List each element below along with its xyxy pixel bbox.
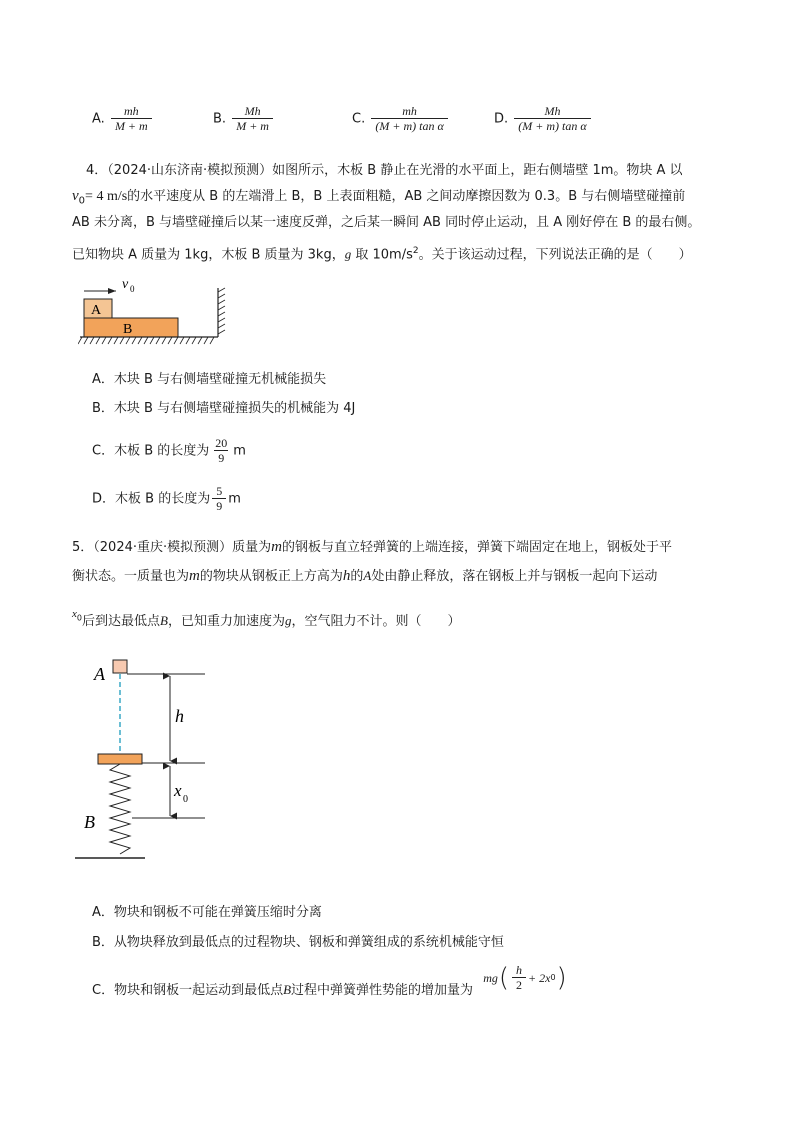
q5-line-3: $x_0$后到达最低点B，已知重力加速度为g，空气阻力不计。则（ ） <box>72 608 461 629</box>
q5-option-c: C．物块和钢板一起运动到最低点B过程中弹簧弹性势能的增加量为 mg ( $\frac{h}{2}$ + 2x 0 ) <box>92 963 567 998</box>
energy-expression: mg ( $\frac{h}{2}$ + 2x 0 ) <box>483 963 567 993</box>
q4-block-board-figure <box>78 274 238 354</box>
q3-option-c <box>352 104 450 134</box>
falling-block <box>113 660 127 673</box>
option-letter: C. <box>352 111 366 127</box>
q4-line-3: AB 未分离，B 与墙壁碰撞后以某一速度反弹，之后某一瞬间 AB 同时停止运动，且 A 刚好停在 B 的最右侧。 <box>72 215 701 230</box>
velocity-label: v <box>122 277 129 292</box>
q3-option-b <box>213 104 275 134</box>
question-number: 4． <box>86 163 108 178</box>
q3-option-d <box>494 104 593 134</box>
q4-line-4: 已知物块 A 质量为 1kg，木板 B 质量为 3kg，g 取 $10m/s^2$。关于该运动过程，下列说法正确的是（ ） <box>72 246 692 263</box>
q5-spring-plate-figure <box>70 650 220 870</box>
svg-text:A: A <box>91 303 102 318</box>
length-fraction: $\frac{5}{9}$ <box>212 484 226 514</box>
height-label: h <box>175 706 184 726</box>
svg-text:B: B <box>123 322 133 337</box>
q4-line-2: $v_0= 4$ m/s的水平速度从 B 的左端滑上 B，B 上表面粗糙，AB 之间动摩擦因数为 0.3。B 与右侧墙壁碰撞前 <box>72 188 686 207</box>
option-fraction: $\frac{mh}{\text{(M + m) tan α}}$ <box>371 104 447 134</box>
q4-line-1: 4．（2024·山东济南·模拟预测）如图所示，木板 B 静止在光滑的水平面上，距右侧墙壁 1m。物块 A 以 <box>86 163 683 178</box>
q5-line-1: 5．（2024·重庆·模拟预测）质量为m的钢板与直立轻弹簧的上端连接，弹簧下端固定在地上，钢板处于平 <box>72 539 673 555</box>
q4-option-c: C．木板 B 的长度为 $\frac{20}{9}$ m <box>92 436 246 465</box>
option-fraction: $\frac{mh}{M + m}$ <box>111 104 152 134</box>
point-b-label: B <box>84 812 95 832</box>
ground-hatch <box>78 337 214 344</box>
q5-line-2: 衡状态。一质量也为m的物块从钢板正上方高为h的A处由静止释放，落在钢板上并与钢板一起向下运动 <box>72 568 658 584</box>
point-a-label: A <box>94 664 105 684</box>
svg-text:0: 0 <box>130 284 135 294</box>
steel-plate <box>98 754 142 764</box>
question-source: （2024·重庆·模拟预测） <box>93 540 233 555</box>
q3-option-a <box>92 104 154 134</box>
option-letter: D. <box>494 111 509 127</box>
length-fraction: $\frac{20}{9}$ <box>215 436 228 465</box>
option-fraction: $\frac{Mh}{M + m}$ <box>232 104 273 134</box>
q4-option-d: D．木板 B 的长度为 $\frac{5}{9}$ m <box>92 484 241 513</box>
question-number: 5． <box>72 540 94 555</box>
spring <box>110 764 130 854</box>
q4-option-a: A．木块 B 与右侧墙壁碰撞无机械能损失 <box>92 372 327 387</box>
option-fraction: $\frac{Mh}{\text{(M + m) tan α}}$ <box>514 104 590 134</box>
question-source: （2024·山东济南·模拟预测） <box>107 163 273 178</box>
compression-label: x <box>174 781 182 800</box>
q5-option-a: A．物块和钢板不可能在弹簧压缩时分离 <box>92 905 322 920</box>
option-letter: B. <box>213 111 227 127</box>
q4-option-b: B．木块 B 与右侧墙壁碰撞损失的机械能为 4J <box>92 401 356 416</box>
wall-hatch <box>218 288 225 334</box>
option-letter: A. <box>92 111 105 127</box>
svg-text:0: 0 <box>183 794 188 805</box>
q5-option-b: B．从物块释放到最低点的过程物块、钢板和弹簧组成的系统机械能守恒 <box>92 935 504 950</box>
